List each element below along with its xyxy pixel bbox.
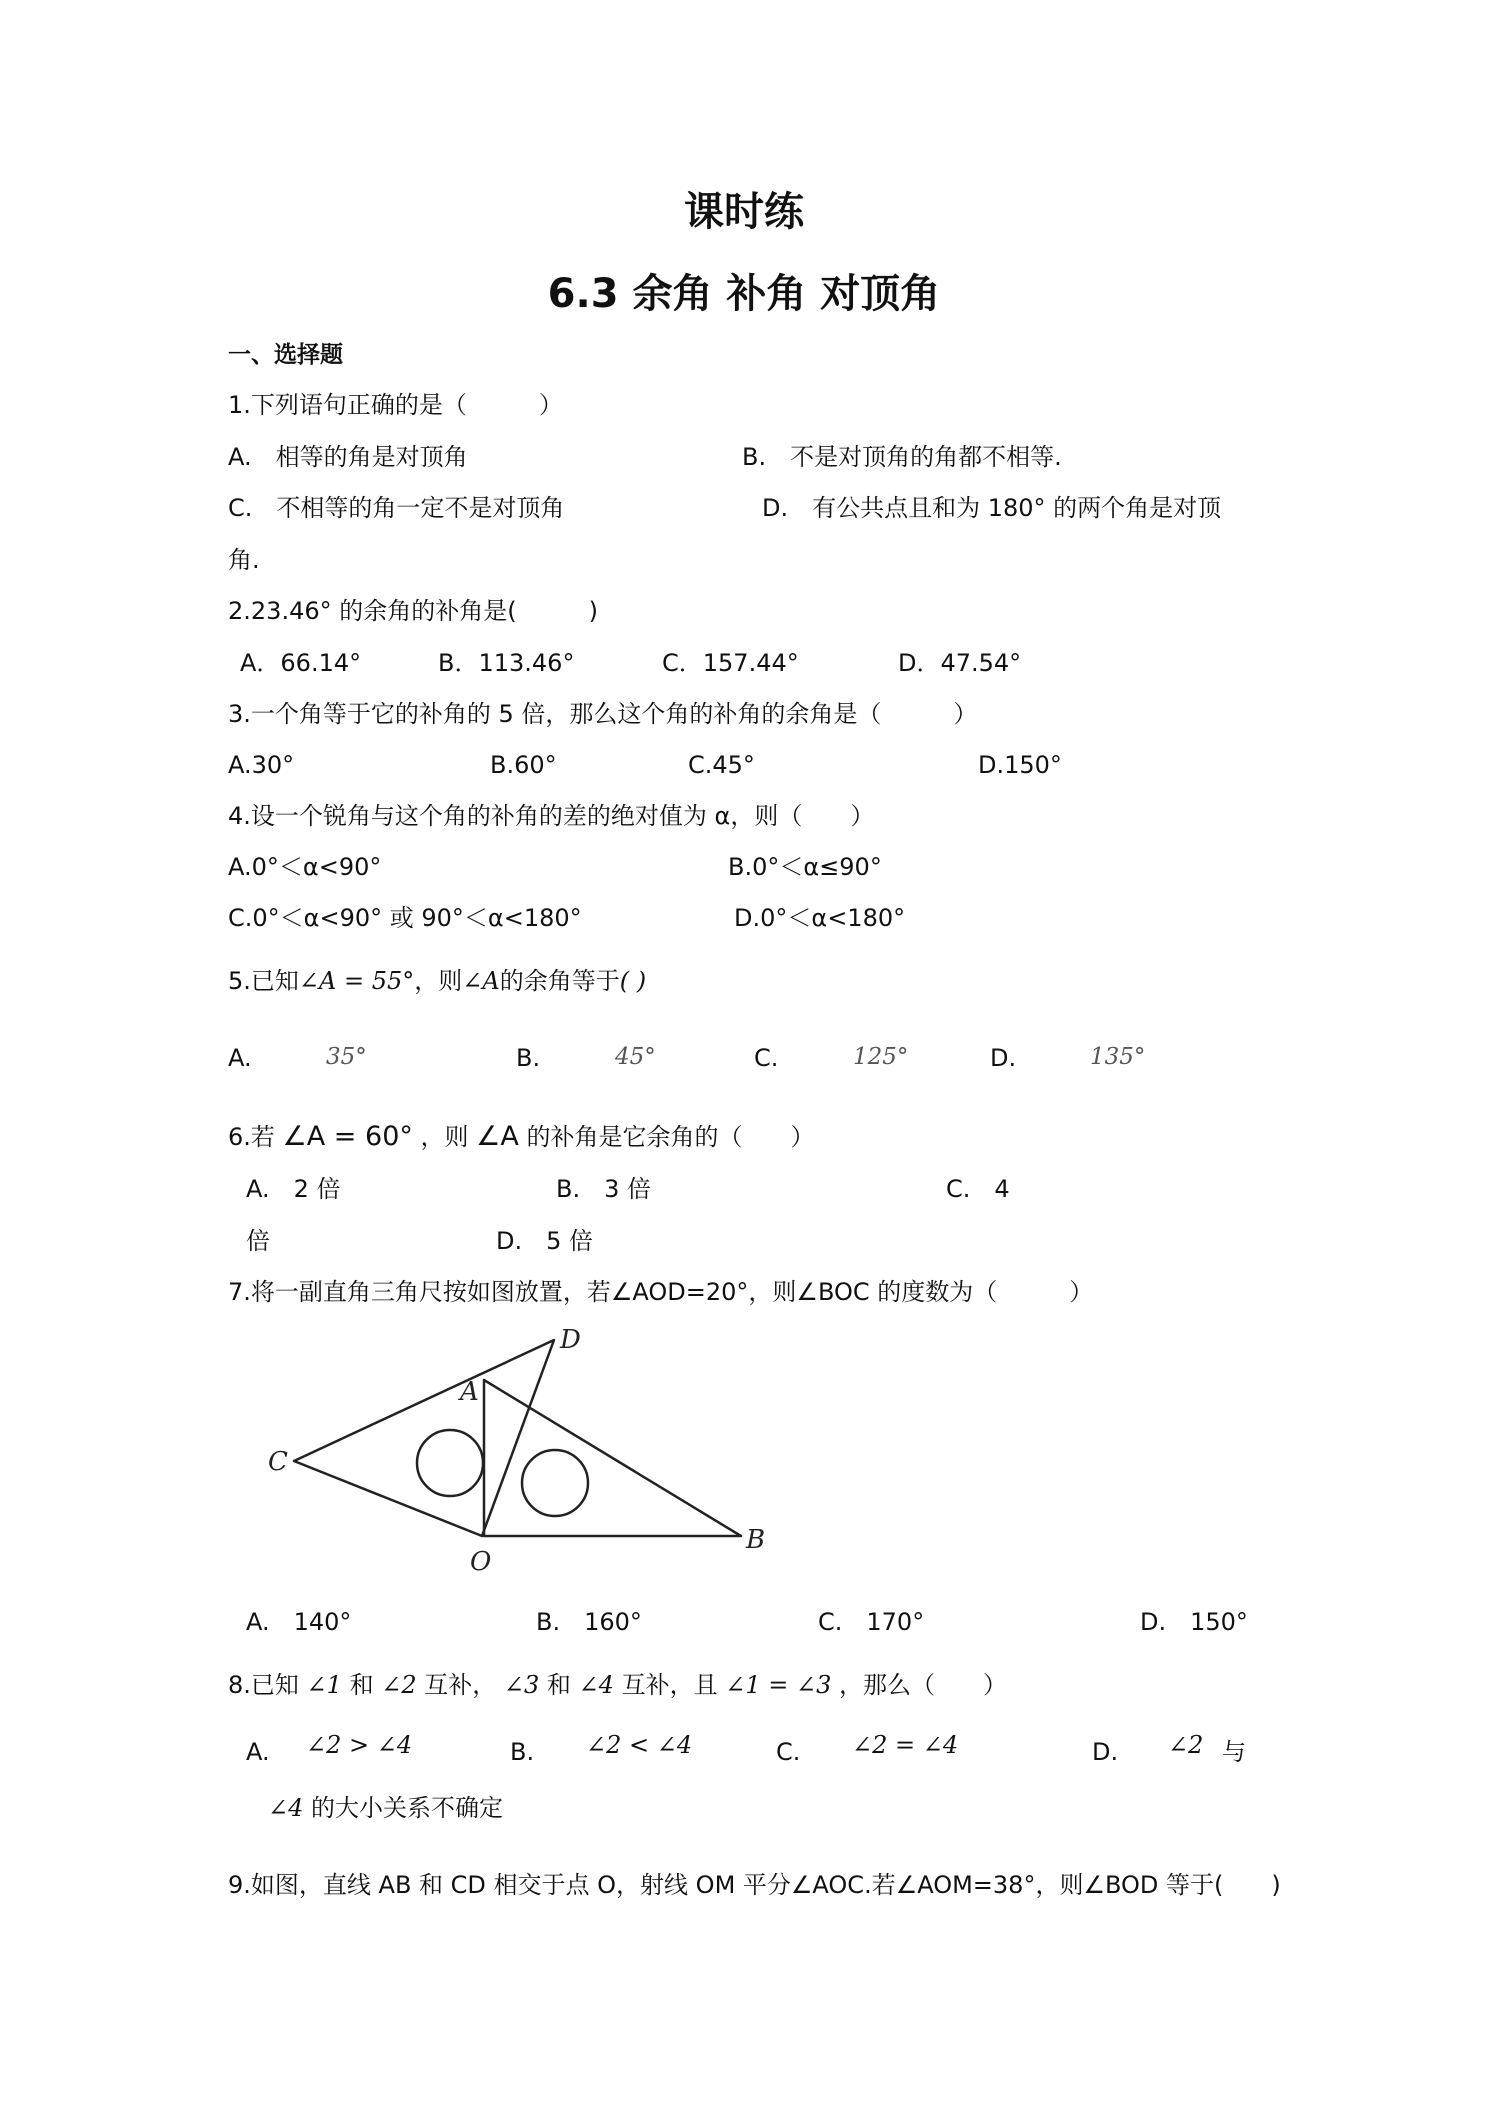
question-6-option-a: A. 2 倍 — [246, 1175, 341, 1203]
question-2-option-a: A．66.14° — [240, 649, 362, 677]
point-label-d: D — [560, 1325, 581, 1355]
question-5-mid: ，则 — [414, 967, 463, 995]
question-8-option-b-math: ∠2 < ∠4 — [586, 1731, 693, 1759]
question-8-option-d-cont — [268, 1793, 503, 1823]
question-6-prefix: 6.若 — [228, 1123, 275, 1151]
question-6-suffix: 的补角是它余角的（ ） — [526, 1123, 815, 1151]
question-8-option-d-math: ∠2 — [1168, 1731, 1204, 1759]
question-5-math-angle-value: ∠A = 55° — [298, 967, 415, 995]
question-7-option-c: C. 170° — [818, 1608, 925, 1636]
question-4-option-a: A.0°＜α<90° — [228, 853, 382, 881]
question-8-word-1: 和 — [349, 1671, 374, 1699]
question-8-option-d-word: 与 — [1222, 1738, 1246, 1766]
question-3-option-d: D.150° — [978, 751, 1062, 779]
question-5-option-c-value: 125° — [853, 1044, 909, 1070]
question-8-option-c-label: C. — [776, 1738, 801, 1766]
page-title: 课时练 — [684, 189, 804, 235]
ruler-triangle-cod — [294, 1340, 554, 1536]
question-3-stem: 3.一个角等于它的补角的 5 倍，那么这个角的补角的余角是（ ） — [228, 700, 978, 728]
question-5-math-angle: ∠A — [462, 967, 500, 995]
question-3-option-c: C.45° — [688, 751, 755, 779]
question-8-option-d-label: D. — [1092, 1738, 1119, 1766]
question-8-option-d-text: 的大小关系不确定 — [311, 1794, 504, 1822]
question-3-option-b: B.60° — [490, 751, 557, 779]
triangle-rulers-figure — [260, 1318, 780, 1578]
question-8-suffix: ，那么（ ） — [839, 1671, 1007, 1699]
question-8-angle-1: ∠1 — [306, 1671, 342, 1699]
question-8-word-2: 互补， — [424, 1671, 497, 1699]
question-2-option-c: C．157.44° — [662, 649, 799, 677]
question-8-angle-4: ∠4 — [578, 1671, 614, 1699]
lesson-title: 6.3 余角 补角 对顶角 — [547, 271, 941, 317]
question-2-option-d: D．47.54° — [898, 649, 1022, 677]
question-8-word-3: 和 — [546, 1671, 571, 1699]
question-7-stem: 7.将一副直角三角尺按如图放置，若∠AOD=20°，则∠BOC 的度数为（ ） — [228, 1278, 1094, 1306]
question-6-math-angle-value: ∠A = 60° — [282, 1121, 413, 1152]
question-8-angle-3: ∠3 — [503, 1671, 540, 1699]
question-1-stem: 1.下列语句正确的是（ ） — [228, 391, 563, 419]
question-5-option-c-label: C. — [754, 1044, 779, 1072]
point-label-a: A — [460, 1377, 479, 1407]
ruler-hole-right — [522, 1450, 588, 1516]
section-heading: 一、选择题 — [228, 342, 343, 368]
question-1-option-b: B. 不是对顶角的角都不相等. — [742, 443, 1062, 471]
question-8-angle-2: ∠2 — [381, 1671, 417, 1699]
question-8-option-d-angle: ∠4 — [268, 1794, 304, 1822]
question-6-mid: ，则 — [420, 1123, 469, 1151]
question-6-option-b: B. 3 倍 — [556, 1175, 651, 1203]
question-4-stem: 4.设一个锐角与这个角的补角的差的绝对值为 α，则（ ） — [228, 802, 875, 830]
question-7-option-d: D. 150° — [1140, 1608, 1248, 1636]
question-6-math-angle: ∠A — [476, 1121, 519, 1152]
question-4-option-b: B.0°＜α≤90° — [728, 853, 882, 881]
question-8-option-b-label: B. — [510, 1738, 535, 1766]
question-5-suffix: 的余角等于 — [499, 967, 620, 995]
ruler-hole-left — [417, 1430, 483, 1496]
question-1-option-d-cont: 角. — [228, 546, 260, 574]
question-7-option-b: B. 160° — [536, 1608, 642, 1636]
question-8-stem — [228, 1670, 1007, 1700]
question-8-prefix: 8.已知 — [228, 1671, 299, 1699]
question-5-option-b-label: B. — [516, 1044, 541, 1072]
question-5-stem — [228, 966, 646, 996]
question-5-option-b-value: 45° — [615, 1044, 656, 1070]
question-1-option-d: D. 有公共点且和为 180° 的两个角是对顶 — [762, 494, 1222, 522]
question-8-condition: ∠1 = ∠3 — [725, 1671, 832, 1699]
question-3-option-a: A.30° — [228, 751, 295, 779]
question-6-option-c: C. 4 — [946, 1175, 1010, 1203]
question-6-option-d: D. 5 倍 — [496, 1227, 594, 1255]
question-2-option-b: B．113.46° — [438, 649, 575, 677]
question-4-option-d: D.0°＜α<180° — [734, 904, 906, 932]
question-6-stem — [228, 1122, 814, 1152]
question-4-option-c: C.0°＜α<90° 或 90°＜α<180° — [228, 904, 582, 932]
ruler-triangle-aob — [484, 1380, 741, 1536]
question-1-option-c: C. 不相等的角一定不是对顶角 — [228, 494, 565, 522]
question-9-stem: 9.如图，直线 AB 和 CD 相交于点 O，射线 OM 平分∠AOC.若∠AOM=38°，则∠BOD 等于( ) — [228, 1871, 1281, 1899]
point-label-b: B — [746, 1525, 766, 1555]
question-5-prefix: 5.已知 — [228, 967, 299, 995]
question-5-option-d-value: 135° — [1090, 1044, 1146, 1070]
point-label-o: O — [470, 1547, 492, 1577]
question-5-option-a-label: A. — [228, 1044, 252, 1072]
question-5-paren: ( ) — [619, 967, 647, 995]
question-2-stem: 2.23.46° 的余角的补角是( ) — [228, 597, 598, 625]
question-5-option-a-value: 35° — [326, 1044, 367, 1070]
question-6-option-c-cont: 倍 — [246, 1227, 270, 1255]
point-label-c: C — [268, 1447, 288, 1477]
question-7-option-a: A. 140° — [246, 1608, 352, 1636]
question-8-option-a-label: A. — [246, 1738, 270, 1766]
question-8-option-c-math: ∠2 = ∠4 — [852, 1731, 959, 1759]
question-5-option-d-label: D. — [990, 1044, 1017, 1072]
question-1-option-a: A. 相等的角是对顶角 — [228, 443, 468, 471]
question-8-word-4: 互补，且 — [621, 1671, 718, 1699]
question-8-option-a-math: ∠2 > ∠4 — [306, 1731, 413, 1759]
